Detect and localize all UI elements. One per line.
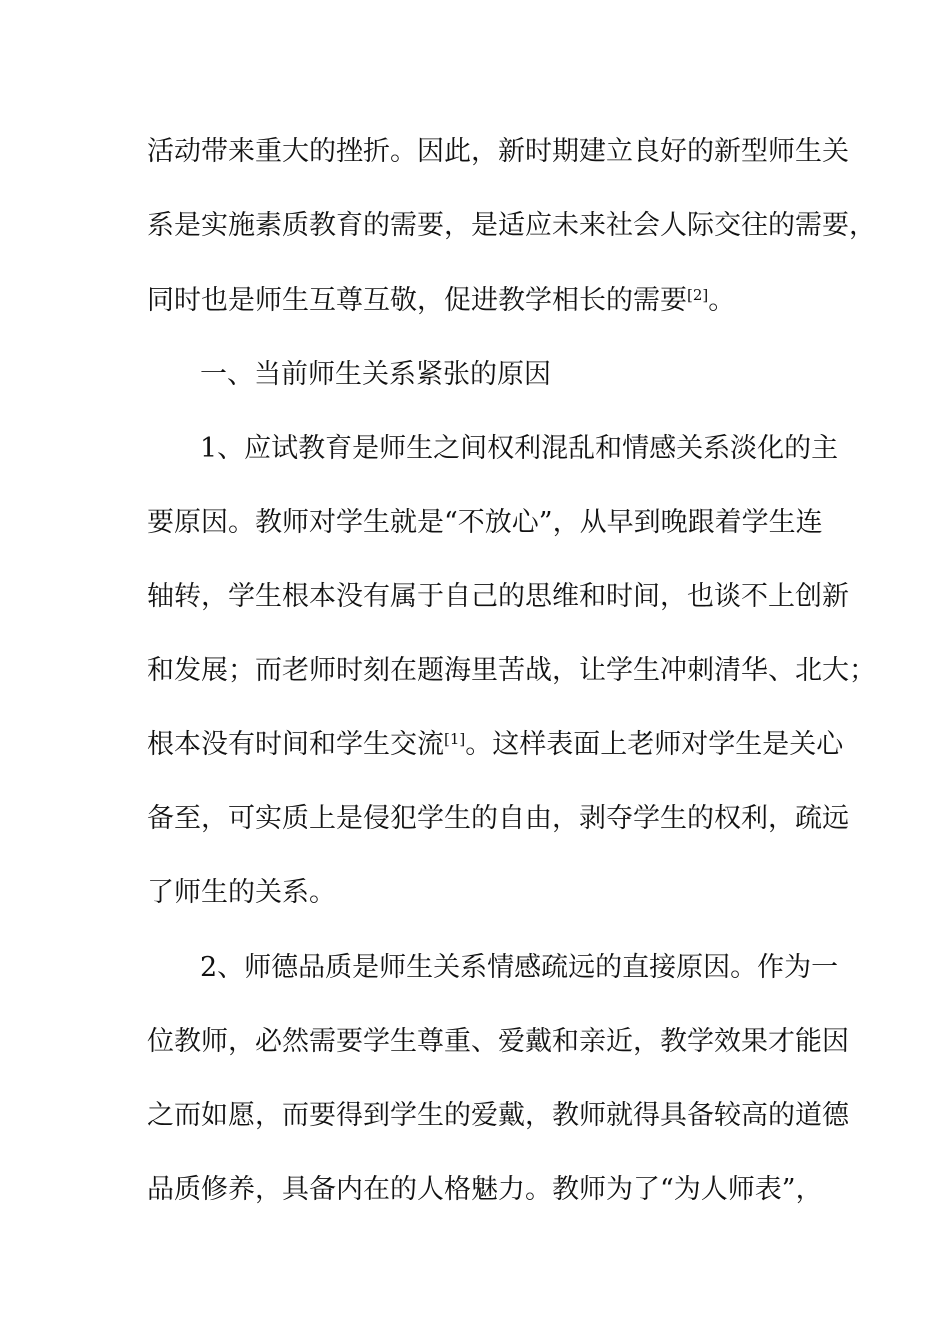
text-line-13: [147, 1022, 950, 1062]
text-line-1: [147, 132, 950, 172]
line-text: 1、应试教育是师生之间权利混乱和情感关系淡化的主: [200, 433, 839, 464]
line-text: 根本没有时间和学生交流: [147, 729, 444, 760]
line-text-tail: 。: [708, 285, 736, 316]
text-line-5: [200, 429, 950, 469]
line-text: 备至，可实质上是侵犯学生的自由，剥夺学生的权利，疏远: [147, 803, 849, 834]
line-text: 同时也是师生互尊互敬，促进教学相长的需要: [147, 285, 687, 316]
line-text: 2、师德品质是师生关系情感疏远的直接原因。作为一: [200, 952, 839, 983]
line-text: 位教师，必然需要学生尊重、爱戴和亲近，教学效果才能因: [147, 1026, 849, 1057]
text-line-14: [147, 1096, 950, 1136]
heading-text: 一、当前师生关系紧张的原因: [200, 359, 551, 390]
citation-ref: [1]: [444, 730, 466, 748]
text-line-11: [147, 873, 950, 913]
text-line-3: [147, 281, 950, 321]
text-line-6: [147, 503, 950, 543]
text-line-2: [147, 206, 950, 246]
line-text: 品质修养，具备内在的人格魅力。教师为了“为人师表”，: [147, 1174, 823, 1205]
text-line-10: [147, 799, 950, 839]
line-text: 轴转，学生根本没有属于自己的思维和时间，也谈不上创新: [147, 581, 849, 612]
section-heading: [200, 355, 950, 395]
line-text: 之而如愿，而要得到学生的爱戴，教师就得具备较高的道德: [147, 1100, 849, 1131]
line-text: 要原因。教师对学生就是“不放心”，从早到晚跟着学生连: [147, 507, 823, 538]
text-line-15: [147, 1170, 950, 1210]
text-line-8: [147, 651, 950, 691]
line-text: 和发展；而老师时刻在题海里苦战，让学生冲刺清华、北大；: [147, 655, 876, 686]
text-line-9: [147, 725, 950, 765]
line-text: 活动带来重大的挫折。因此，新时期建立良好的新型师生关: [147, 136, 849, 167]
line-text: 系是实施素质教育的需要，是适应未来社会人际交往的需要，: [147, 210, 876, 241]
line-text-tail: 。这样表面上老师对学生是关心: [465, 729, 844, 760]
line-text: 了师生的关系。: [147, 877, 336, 908]
text-line-12: [200, 948, 950, 988]
text-line-7: [147, 577, 950, 617]
citation-ref: [2]: [687, 286, 709, 304]
